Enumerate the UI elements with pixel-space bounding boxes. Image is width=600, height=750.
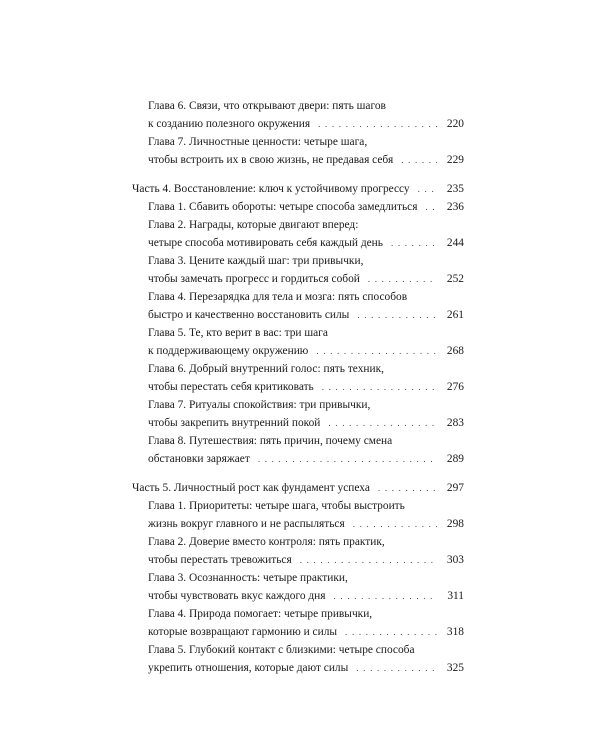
dot-leader <box>353 515 437 533</box>
toc-line <box>148 432 464 450</box>
toc-chapter-title: к поддерживающему окружению <box>148 345 309 357</box>
toc-chapter-title: Глава 4. Природа помогает: четыре привычки, <box>148 608 373 620</box>
toc-page-number: 268 <box>446 345 464 357</box>
toc-chapter-title: чтобы чувствовать вкус каждого дня <box>148 590 326 602</box>
toc-chapter-title: обстановки заряжает <box>148 453 250 465</box>
toc-line <box>148 97 464 115</box>
toc-page-number: 298 <box>446 518 464 530</box>
toc-page-number: 276 <box>446 381 464 393</box>
dot-leader <box>356 659 437 677</box>
toc-chapter-title: жизнь вокруг главного и не распыляться <box>148 518 345 530</box>
toc-chapter-title: Глава 1. Сбавить обороты: четыре способа замедлиться <box>148 201 418 213</box>
toc-chapter-title: Глава 3. Цените каждый шаг: три привычки, <box>148 255 364 267</box>
dot-leader <box>300 551 437 569</box>
dot-leader <box>322 378 437 396</box>
toc-line <box>148 659 464 677</box>
toc-line <box>148 324 464 342</box>
dot-leader <box>401 151 437 169</box>
toc-line <box>148 133 464 151</box>
toc-line <box>148 288 464 306</box>
toc-page-number: 235 <box>446 183 464 195</box>
toc-chapter-title: чтобы закрепить внутренний покой <box>148 417 321 429</box>
toc-chapter-title: Глава 4. Перезарядка для тела и мозга: пять способов <box>148 291 408 303</box>
toc-line <box>148 360 464 378</box>
toc-part-line <box>132 180 464 198</box>
dot-leader <box>318 115 437 133</box>
toc-chapter-title: к созданию полезного окружения <box>148 118 311 130</box>
dot-leader <box>334 587 437 605</box>
toc-line <box>148 115 464 133</box>
toc-chapter-title: Глава 2. Доверие вместо контроля: пять практик, <box>148 536 385 548</box>
toc-part-title: Часть 5. Личностный рост как фундамент успеха <box>132 482 370 494</box>
toc-line <box>148 641 464 659</box>
toc-line <box>148 198 464 216</box>
toc-page-number: 303 <box>446 554 464 566</box>
toc-page-number: 283 <box>446 417 464 429</box>
toc-chapter-title: чтобы перестать себя критиковать <box>148 381 314 393</box>
dot-leader <box>328 414 437 432</box>
toc-line <box>148 414 464 432</box>
toc-chapter-title: Глава 5. Глубокий контакт с близкими: четыре способа <box>148 644 415 656</box>
toc-chapter-title: быстро и качественно восстановить силы <box>148 309 350 321</box>
toc-line <box>148 306 464 324</box>
dot-leader <box>316 342 437 360</box>
toc-line <box>148 605 464 623</box>
toc-chapter-title: чтобы замечать прогресс и гордиться собой <box>148 273 360 285</box>
toc-chapter-title: Глава 7. Личностные ценности: четыре шага, <box>148 136 368 148</box>
toc-chapter-title: Глава 5. Те, кто верит в вас: три шага <box>148 327 328 339</box>
toc-page-number: 220 <box>446 118 464 130</box>
toc-chapter-title: чтобы перестать тревожиться <box>148 554 292 566</box>
dot-leader <box>345 623 437 641</box>
toc-page-number: 325 <box>446 662 464 674</box>
dot-leader <box>425 198 437 216</box>
toc-page-number: 289 <box>446 453 464 465</box>
toc-part-line <box>132 479 464 497</box>
toc-page-number: 297 <box>446 482 464 494</box>
dot-leader <box>357 306 437 324</box>
dot-leader <box>391 234 437 252</box>
dot-leader <box>368 270 437 288</box>
toc-line <box>148 270 464 288</box>
toc-line <box>148 342 464 360</box>
toc-page-number: 252 <box>446 273 464 285</box>
toc-line <box>148 450 464 468</box>
toc-line <box>148 533 464 551</box>
toc-line <box>148 551 464 569</box>
toc-page-number: 311 <box>447 590 464 602</box>
toc-chapter-title: чтобы встроить их в свою жизнь, не предавая себя <box>148 154 394 166</box>
toc-page-number: 244 <box>446 237 464 249</box>
toc-chapter-title: четыре способа мотивировать себя каждый день <box>148 237 383 249</box>
toc-page-number: 229 <box>446 154 464 166</box>
toc-page-number: 236 <box>446 201 464 213</box>
toc-line <box>148 569 464 587</box>
dot-leader <box>418 180 437 198</box>
toc-chapter-title: Глава 8. Путешествия: пять причин, почему смена <box>148 435 393 447</box>
toc-part-title: Часть 4. Восстановление: ключ к устойчивому прогрессу <box>132 183 410 195</box>
toc-line <box>148 396 464 414</box>
toc-chapter-title: Глава 1. Приоритеты: четыре шага, чтобы выстроить <box>148 500 405 512</box>
toc-chapter-title: Глава 3. Осознанность: четыре практики, <box>148 572 348 584</box>
toc-line <box>148 378 464 396</box>
toc-chapter-title: Глава 6. Связи, что открывают двери: пять шагов <box>148 100 386 112</box>
toc-chapter-title: Глава 7. Ритуалы спокойствия: три привычки, <box>148 399 371 411</box>
toc-chapter-title: которые возвращают гармонию и силы <box>148 626 338 638</box>
toc-chapter-title: укрепить отношения, которые дают силы <box>148 662 349 674</box>
dot-leader <box>378 479 437 497</box>
toc-chapter-title: Глава 2. Награды, которые двигают вперед: <box>148 219 359 231</box>
toc-page-number: 261 <box>446 309 464 321</box>
toc-line <box>148 623 464 641</box>
toc-line <box>148 497 464 515</box>
toc-page-number: 318 <box>446 626 464 638</box>
toc-line <box>148 252 464 270</box>
toc-chapter-title: Глава 6. Добрый внутренний голос: пять техник, <box>148 363 384 375</box>
toc-line <box>148 234 464 252</box>
toc-line <box>148 587 464 605</box>
dot-leader <box>258 450 437 468</box>
toc-line <box>148 216 464 234</box>
toc-line <box>148 515 464 533</box>
toc-line <box>148 151 464 169</box>
